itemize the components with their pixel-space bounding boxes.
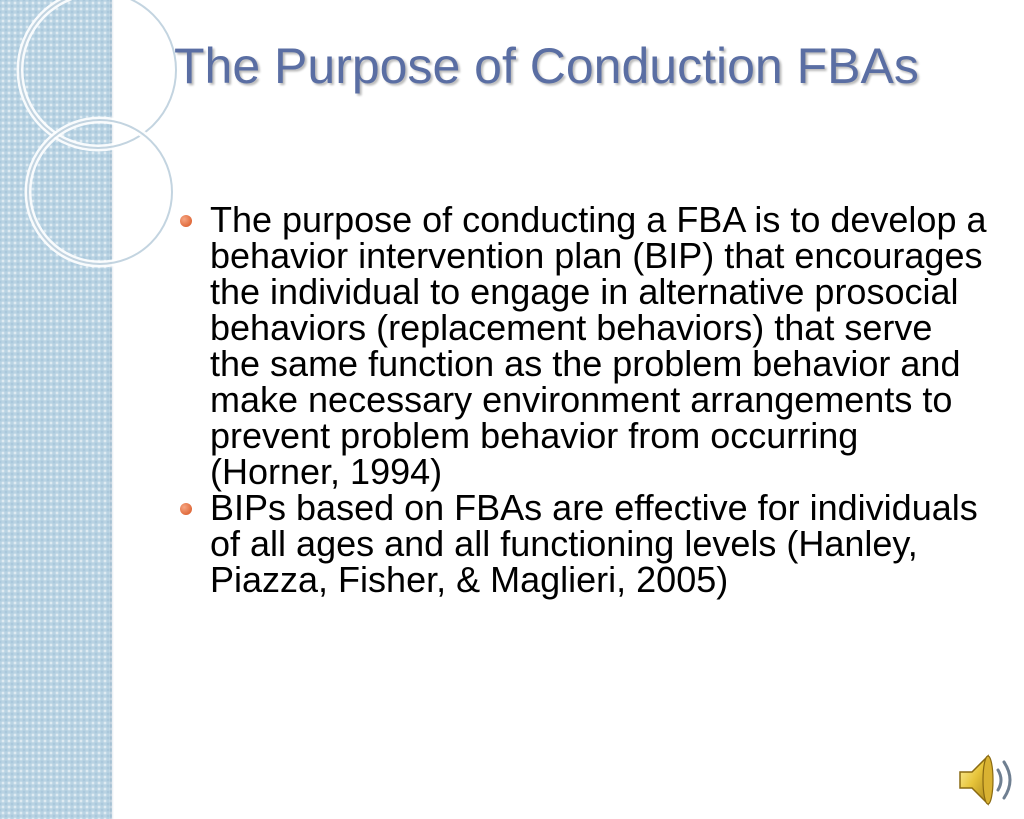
orange-dot-icon <box>180 215 192 227</box>
slide-title: The Purpose of Conduction FBAs <box>174 38 919 94</box>
bullet-item <box>178 487 988 600</box>
bullet-list <box>178 199 988 600</box>
bullet-item <box>178 199 988 492</box>
orange-dot-icon <box>180 503 192 515</box>
bullet-text: BIPs based on FBAs are effective for individuals of all ages and all functioning levels (Hanley, Piazza, Fisher, & Maglieri, 2005) <box>210 487 978 600</box>
decorative-rings <box>0 0 200 300</box>
speaker-icon[interactable] <box>954 748 1020 812</box>
bullet-text: The purpose of conducting a FBA is to develop a behavior intervention plan (BIP) that encourages the individual to engage in alternative prosocial behaviors (replacement behaviors) that serve the same function as the problem behavior and make necessary environment arrangements to prevent problem behavior from occurring (Horner, 1994) <box>210 199 987 492</box>
